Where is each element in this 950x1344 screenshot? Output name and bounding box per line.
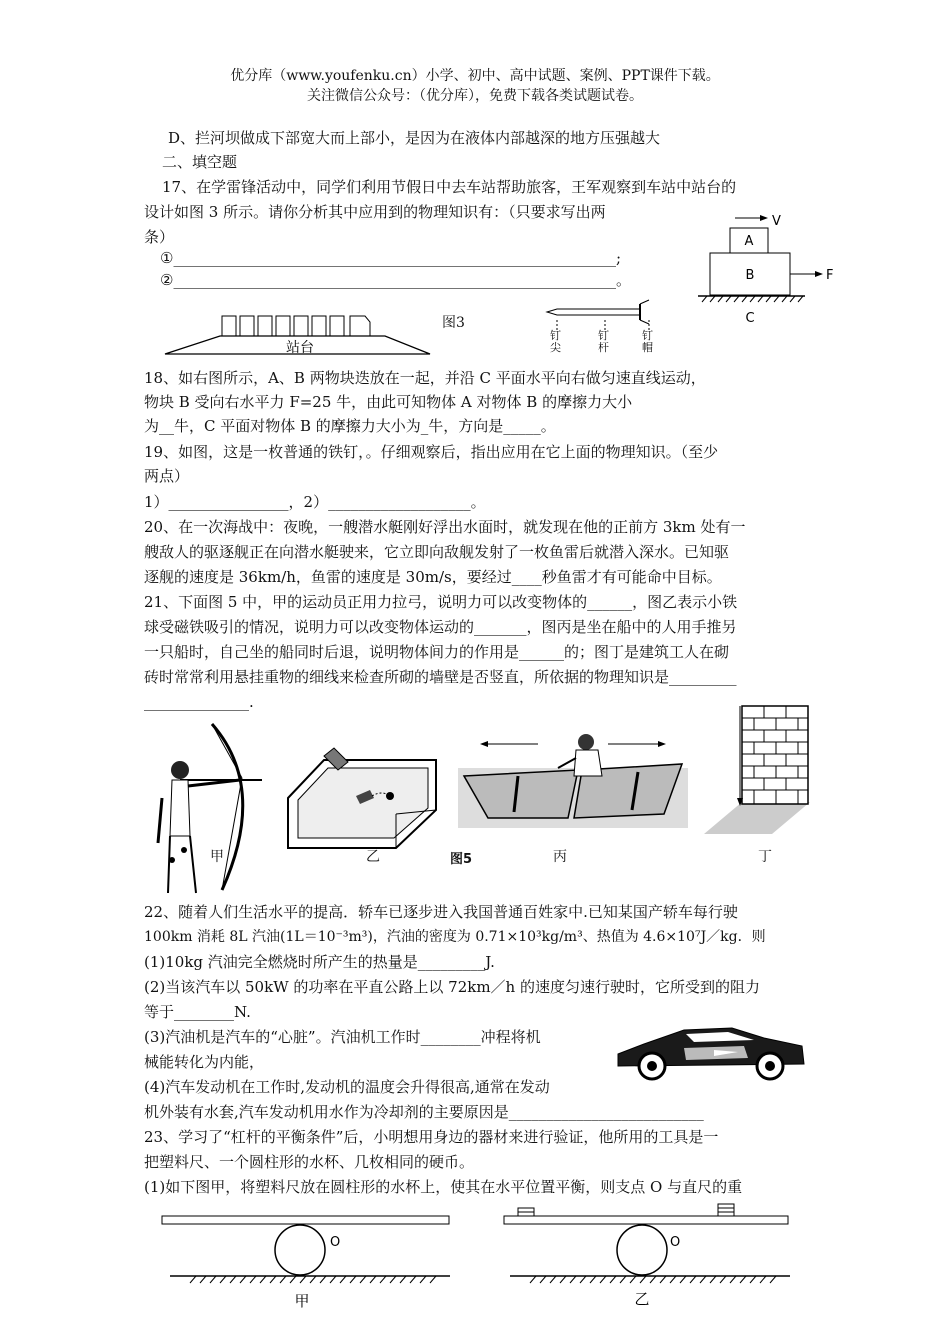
option-d: D、拦河坝做成下部宽大而上部小，是因为在液体内部越深的地方压强越大 xyxy=(168,129,661,147)
q21-line-3: 一只船时，自己坐的船同时后退，说明物体间力的作用是______的；图丁是建筑工人在砌 xyxy=(144,643,730,661)
lever-figure-jia xyxy=(160,1210,460,1310)
q17-line-3: 条） xyxy=(144,228,175,246)
blocks-ab-figure xyxy=(680,210,840,325)
q18-line-2: 物块 B 受向右水平力 F=25 牛，由此可知物体 A 对物体 B 的摩擦力大小 xyxy=(144,393,633,411)
q23-line-1: 23、学习了“杠杆的平衡条件”后，小明想用身边的器材来进行验证，他所用的工具是一 xyxy=(144,1128,719,1146)
q20-line-2: 艘敌人的驱逐舰正在向潜水艇驶来，它立即向敌舰发射了一枚鱼雷后就潜入深水。已知驱 xyxy=(144,543,730,561)
q17-line-1: 17、在学雷锋活动中，同学们利用节假日中去车站帮助旅客，王军观察到车站中站台的 xyxy=(162,178,737,196)
watermark-line-2: 关注微信公众号：（优分库），免费下载各类试题试卷。 xyxy=(307,88,643,104)
force-f-label: F xyxy=(826,268,834,283)
lever-label-yi: 乙 xyxy=(634,1290,650,1308)
q22-line-9[interactable]: 机外装有水套,汽车发动机用水作为冷却剂的主要原因是__________________________ xyxy=(144,1103,704,1121)
q22-line-8: (4)汽车发动机在工作时,发动机的温度会升得很高,通常在发动 xyxy=(144,1078,550,1096)
q22-line-6[interactable]: (3)汽油机是汽车的“心脏”。汽油机工作时________冲程将机 xyxy=(144,1028,541,1046)
pivot-o-label-jia: O xyxy=(330,1235,341,1250)
q21-line-4: 砖时常常利用悬挂重物的细线来检查所砌的墙壁是否竖直，所依据的物理知识是_________ xyxy=(144,668,737,686)
section-title: 二、填空题 xyxy=(162,153,238,171)
lever-figure-yi xyxy=(500,1200,800,1310)
fig5-label-yi: 乙 xyxy=(366,849,380,865)
q21-line-5[interactable]: ______________. xyxy=(144,693,254,711)
station-label: 站台 xyxy=(286,340,314,356)
lever-label-jia: 甲 xyxy=(294,1292,310,1310)
q18-line-1: 18、如右图所示，A、B 两物块迭放在一起，并沿 C 平面水平向右做匀速直线运动， xyxy=(144,369,706,387)
q21-line-2: 球受磁铁吸引的情况，说明力可以改变物体运动的_______，图丙是坐在船中的人用手推另 xyxy=(144,618,737,636)
pivot-o-label-yi: O xyxy=(670,1235,681,1250)
block-b-label: B xyxy=(745,268,755,283)
fig5-caption: 图5 xyxy=(450,852,473,867)
q22-line-5[interactable]: 等于________N. xyxy=(144,1003,251,1021)
nail-shaft-label: 钉杆 xyxy=(598,329,609,354)
nail-tip-label: 钉尖 xyxy=(550,329,561,354)
velocity-label: V xyxy=(772,214,781,229)
fig3-caption: 图3 xyxy=(442,315,465,331)
watermark-line-1: 优分库（www.youfenku.cn）小学、初中、高中试题、案例、PPT课件下载。 xyxy=(230,68,720,84)
car-figure xyxy=(614,1020,808,1084)
q23-line-3: (1)如下图甲，将塑料尺放在圆柱形的水杯上，使其在水平位置平衡，则支点 O 与直尺的重 xyxy=(144,1178,743,1196)
plane-c-label: C xyxy=(745,311,755,325)
q17-line-2: 设计如图 3 所示。请你分析其中应用到的物理知识有：（只要求写出两 xyxy=(144,203,606,221)
q22-line-3[interactable]: (1)10kg 汽油完全燃烧时所产生的热量是_________J. xyxy=(144,953,495,971)
q17-blank-1[interactable]: ①___________________________________________________________; xyxy=(160,249,622,267)
block-a-label: A xyxy=(744,234,754,249)
q19-line-1: 19、如图，这是一枚普通的铁钉，。仔细观察后，指出应用在它上面的物理知识。（至少 xyxy=(144,443,719,461)
q20-line-1: 20、在一次海战中：夜晚，一艘潜水艇刚好浮出水面时，就发现在他的正前方 3km 处有一 xyxy=(144,518,746,536)
station-platform-figure xyxy=(160,308,435,358)
archer-figure xyxy=(150,718,265,898)
q22-line-7: 械能转化为内能， xyxy=(144,1053,265,1071)
q22-line-2: 100km 消耗 8L 汽油(1L＝10⁻³m³)，汽油的密度为 0.71×10³kg/m³、热值为 4.6×10⁷J／kg．则 xyxy=(144,929,766,945)
brick-wall-figure xyxy=(702,700,812,840)
q18-line-3[interactable]: 为__牛，C 平面对物体 B 的摩擦力大小为_牛，方向是_____。 xyxy=(144,417,556,435)
nail-head-label: 钉帽 xyxy=(642,329,653,354)
q22-line-1: 22、随着人们生活水平的提高．轿车已逐步进入我国普通百姓家中.已知某国产轿车每行驶 xyxy=(144,903,738,921)
fig5-label-ding: 丁 xyxy=(758,849,772,865)
q20-line-3[interactable]: 逐舰的速度是 36km/h，鱼雷的速度是 30m/s，要经过____秒鱼雷才有可能命中目标。 xyxy=(144,568,722,586)
boats-figure xyxy=(458,728,688,828)
q17-blank-2[interactable]: ②___________________________________________________________。 xyxy=(160,271,631,289)
magnet-table-figure xyxy=(286,738,441,858)
fig5-label-bing: 丙 xyxy=(553,849,567,865)
q19-line-3[interactable]: 1）________________，2）___________________。 xyxy=(144,493,486,511)
q22-line-4: (2)当该汽车以 50kW 的功率在平直公路上以 72km／h 的速度匀速行驶时，它所受到的阻力 xyxy=(144,978,760,996)
q21-line-1: 21、下面图 5 中，甲的运动员正用力拉弓，说明力可以改变物体的______，图乙表示小铁 xyxy=(144,593,738,611)
fig5-label-jia: 甲 xyxy=(210,849,224,865)
q23-line-2: 把塑料尺、一个圆柱形的水杯、几枚相同的硬币。 xyxy=(144,1153,475,1171)
q19-line-2: 两点） xyxy=(144,467,190,485)
